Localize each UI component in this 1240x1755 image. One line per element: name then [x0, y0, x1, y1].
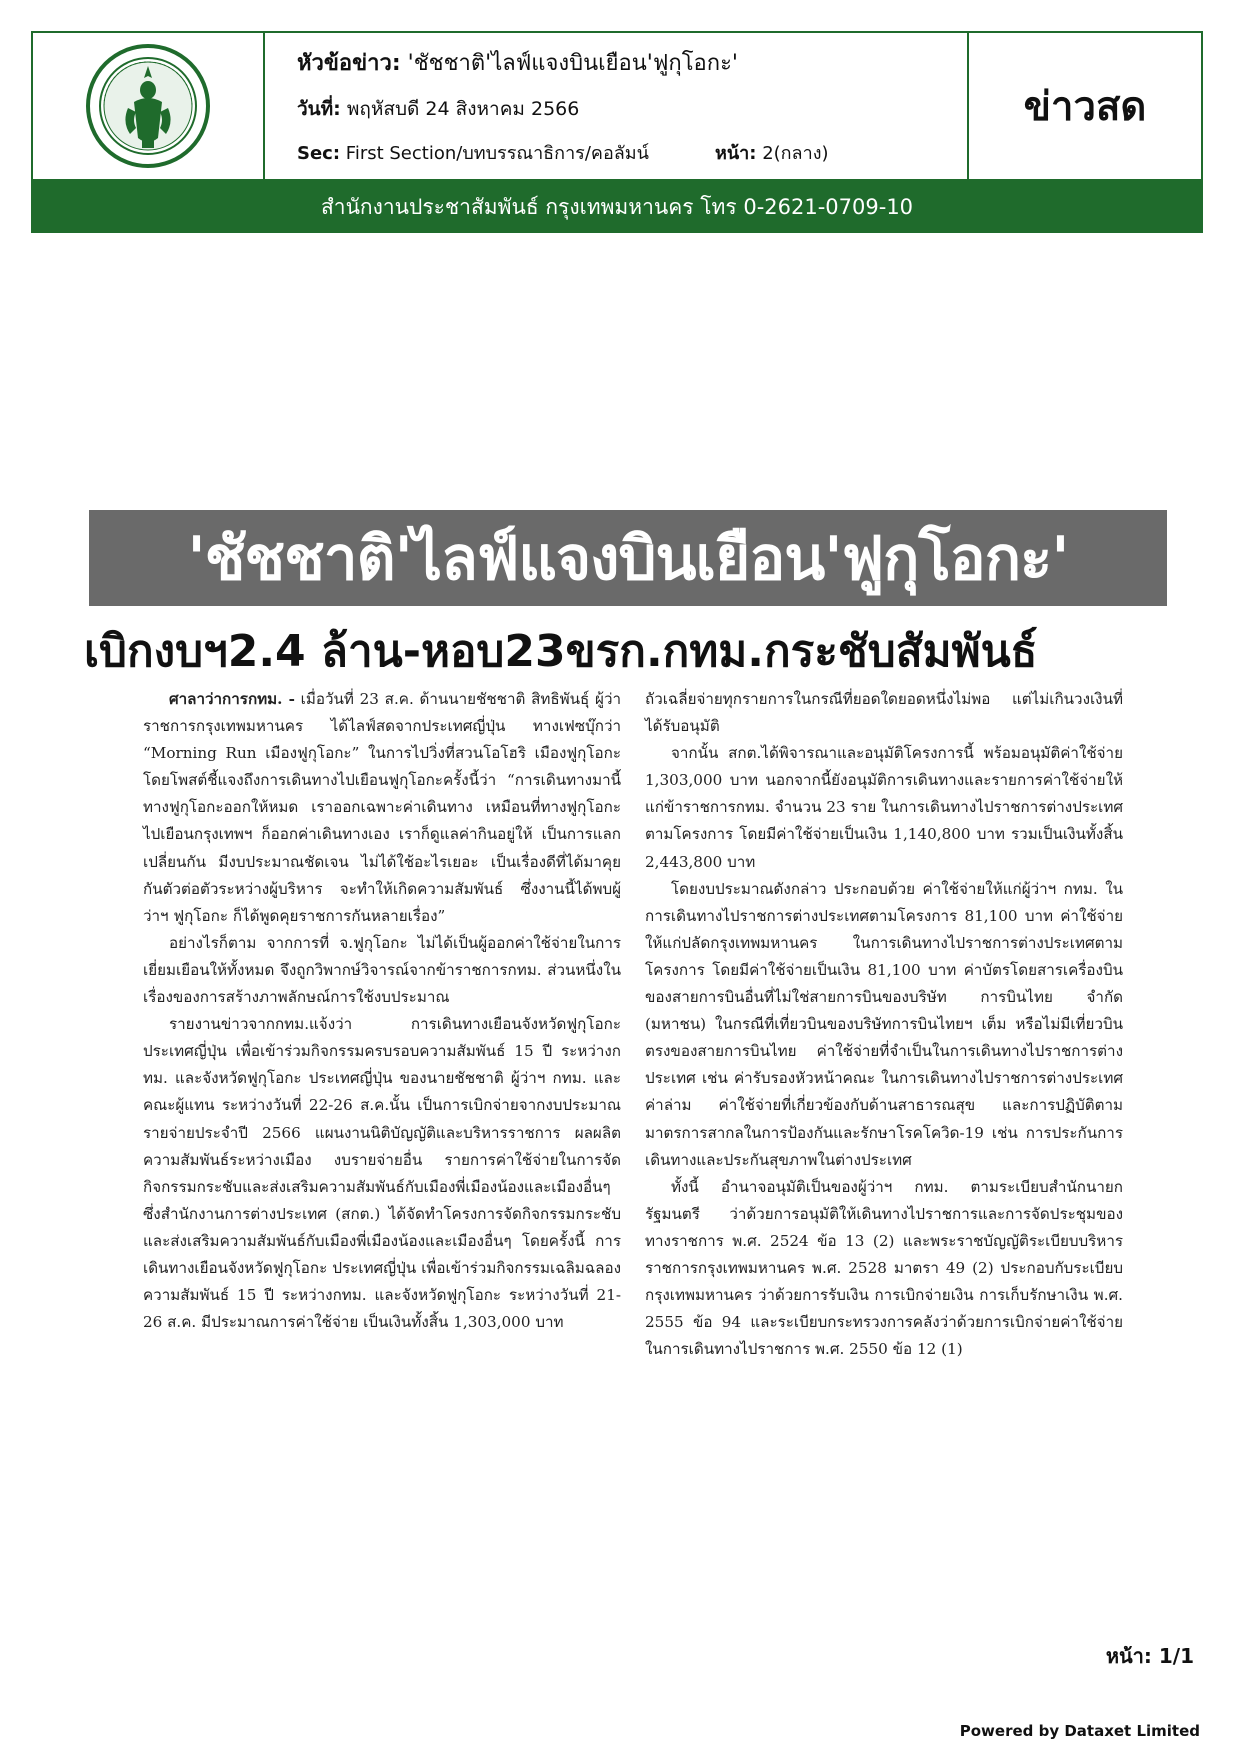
- bma-seal-logo: [84, 42, 212, 170]
- article-headline: [89, 510, 1167, 606]
- powered-by: Powered by Dataxet Limited: [959, 1722, 1200, 1740]
- article-headline-text: 'ชัชชาติ'ไลฟ์แจงบินเยือน'ฟูกุโอกะ': [187, 523, 1069, 594]
- paragraph: ถัวเฉลี่ยจ่ายทุกรายการในกรณีที่ยอดใดยอดหนึ่งไม่พอ แต่ไม่เกินวงเงินที่ได้รับอนุมัติ: [645, 690, 1123, 736]
- paragraph: รายงานข่าวจากกทม.แจ้งว่า การเดินทางเยือนจังหวัดฟูกุโอกะ ประเทศญี่ปุ่น เพื่อเข้าร่วมกิจกรรมครบรอบความสัมพันธ์ 15 ปี ระหว่างกทม. และจังหวัดฟูกุโอกะ ประเทศญี่ปุ่น ของนายชัชชาติ ผู้ว่าฯ กทม. และคณะผู้แทน ระหว่างวันที่ 22-26 ส.ค.นั้น เป็นการเบิกจ่ายจากงบประมาณรายจ่ายประจำปี 2566 แผนงานนิติบัญญัติและบริหารราชการ ผลผลิตความสัมพันธ์ระหว่างเมือง งบรายจ่ายอื่น รายการค่าใช้จ่ายในการจัดกิจกรรมกระชับและส่งเสริมความสัมพันธ์กับเมืองพี่เมืองน้องและเมืองอื่นๆ ซึ่งสำนักงานการต่างประเทศ (สกต.) ได้จัดทำโครงการจัดกิจกรรมกระชับและส่งเสริมความสัมพันธ์กับเมืองพี่เมืองน้องและเมืองอื่นๆ โดยครั้งนี้ การเดินทางเยือนจังหวัดฟูกุโอกะ ประเทศญี่ปุ่น เพื่อเข้าร่วมกิจกรรมเฉลิมฉลองความสัมพันธ์ 15 ปี ระหว่างกทม. และจังหวัดฟูกุโอกะ ระหว่างวันที่ 21-26 ส.ค. มีประมาณการค่าใช้จ่าย เป็นเงินทั้งสิ้น 1,303,000 บาท: [143, 1015, 621, 1332]
- article-column-left: [143, 686, 621, 1336]
- news-type-cell: [969, 33, 1201, 179]
- page-group: [715, 138, 829, 167]
- clipping-info: [265, 33, 969, 179]
- clipping-page: 2(กลาง): [762, 143, 829, 164]
- article-subheadline: เบิกงบฯ2.4 ล้าน-หอบ23ขรก.กทม.กระชับสัมพันธ์: [84, 626, 1038, 677]
- clipping-date: พฤหัสบดี 24 สิงหาคม 2566: [346, 98, 580, 120]
- article-column-right: [645, 686, 1123, 1363]
- date-row: [297, 94, 967, 124]
- page-count: หน้า: 1/1: [1105, 1644, 1194, 1668]
- dateline: ศาลาว่าการกทม. -: [169, 690, 295, 708]
- title-label: หัวข้อข่าว:: [297, 51, 401, 76]
- paragraph: ทั้งนี้ อำนาจอนุมัติเป็นของผู้ว่าฯ กทม. ตามระเบียบสำนักนายกรัฐมนตรี ว่าด้วยการอนุมัติให้เดินทางไปราชการและการจัดประชุมของทางราชการ พ.ศ. 2524 ข้อ 13 (2) และพระราชบัญญัติระเบียบบริหารราชการกรุงเทพมหานคร พ.ศ. 2528 มาตรา 49 (2) ประกอบกับระเบียบกรุงเทพมหานคร ว่าด้วยการรับเงิน การเบิกจ่ายเงิน การเก็บรักษาเงิน พ.ศ. 2555 ข้อ 94 และระเบียบกระทรวงการคลังว่าด้วยการเบิกจ่ายค่าใช้จ่ายในการเดินทางไปราชการ พ.ศ. 2550 ข้อ 12 (1): [645, 1177, 1123, 1359]
- section-row: [297, 138, 967, 167]
- paragraph: จากนั้น สกต.ได้พิจารณาและอนุมัติโครงการนี้ พร้อมอนุมัติค่าใช้จ่าย 1,303,000 บาท นอกจากนี้ยังอนุมัติการเดินทางและรายการค่าใช้จ่ายให้แก่ข้าราชการกทม. จำนวน 23 ราย ในการเดินทางไปราชการต่างประเทศตามโครงการ โดยมีค่าใช้จ่ายเป็นเงิน 1,140,800 บาท รวมเป็นเงินทั้งสิ้น 2,443,800 บาท: [645, 744, 1123, 871]
- section-group: [297, 138, 649, 167]
- pr-office-text: สำนักงานประชาสัมพันธ์ กรุงเทพมหานคร โทร 0-2621-0709-10: [320, 194, 914, 219]
- pr-office-banner: [31, 181, 1203, 233]
- page-label: หน้า:: [714, 143, 757, 164]
- paragraph: [143, 686, 621, 930]
- clipping-header: [31, 31, 1203, 181]
- headline-row: [297, 45, 967, 80]
- clipping-title: 'ชัชชาติ'ไลฟ์แจงบินเยือน'ฟูกุโอกะ': [407, 51, 738, 76]
- news-type-label: ข่าวสด: [1023, 84, 1147, 130]
- paragraph-text: เมื่อวันที่ 23 ส.ค. ด้านนายชัชชาติ สิทธิพันธุ์ ผู้ว่าราชการกรุงเทพมหานคร ได้ไลฟ์สดจากประเทศญี่ปุ่น ทางเฟซบุ๊กว่า “Morning Run เมืองฟูกุโอกะ” ในการไปวิ่งที่สวนโอโฮริ เมืองฟูกุโอกะ โดยโพสต์ชี้แจงถึงการเดินทางไปเยือนฟูกุโอกะครั้งนี้ว่า “การเดินทางมานี้ทางฟูกุโอกะออกให้หมด เราออกเฉพาะค่าเดินทาง เหมือนที่ทางฟูกุโอกะไปเยือนกรุงเทพฯ ก็ออกค่าเดินทางเอง เราก็ดูแลค่ากินอยู่ให้ เป็นการแลกเปลี่ยนกัน มีงบประมาณชัดเจน ไม่ได้ใช้อะไรเยอะ เป็นเรื่องดีที่ได้มาคุยกันตัวต่อตัวระหว่างผู้บริหาร จะทำให้เกิดความสัมพันธ์ ซึ่งงานนี้ได้พบผู้ว่าฯ ฟูกุโอกะ ก็ได้พูดคุยราชการกันหลายเรื่อง”: [143, 690, 621, 925]
- logo-cell: [33, 33, 265, 179]
- paragraph: โดยงบประมาณดังกล่าว ประกอบด้วย ค่าใช้จ่ายให้แก่ผู้ว่าฯ กทม. ในการเดินทางไปราชการต่างประเทศตามโครงการ 81,100 บาท ค่าใช้จ่ายให้แก่ปลัดกรุงเทพมหานคร ในการเดินทางไปราชการต่างประเทศตามโครงการ โดยมีค่าใช้จ่ายเป็นเงิน 81,100 บาท ค่าบัตรโดยสารเครื่องบินของสายการบินอื่นที่ไม่ใช่สายการบินของบริษัท การบินไทย จำกัด (มหาชน) ในกรณีที่เที่ยวบินของบริษัทการบินไทยฯ เต็ม หรือไม่มีเที่ยวบินตรงของสายการบินไทย ค่าใช้จ่ายที่จำเป็นในการเดินทางไปราชการต่างประเทศ เช่น ค่ารับรองหัวหน้าคณะ ในการเดินทางไปราชการต่างประเทศ ค่าล่าม ค่าใช้จ่ายที่เกี่ยวข้องกับด้านสาธารณสุข และการปฏิบัติตามมาตรการสากลในการป้องกันและรักษาโรคโควิด-19 เช่น การประกันการเดินทางและประกันสุขภาพในต่างประเทศ: [645, 879, 1123, 1169]
- section-label: Sec:: [297, 143, 341, 164]
- paragraph: อย่างไรก็ตาม จากการที่ จ.ฟูกุโอกะ ไม่ได้เป็นผู้ออกค่าใช้จ่ายในการเยี่ยมเยือนให้ทั้งหมด จึงถูกวิพากษ์วิจารณ์จากข้าราชการกทม. ส่วนหนึ่งในเรื่องของการสร้างภาพลักษณ์การใช้งบประมาณ: [143, 933, 621, 1007]
- clipping-section: First Section/บทบรรณาธิการ/คอลัมน์: [345, 143, 649, 164]
- date-label: วันที่:: [297, 98, 341, 120]
